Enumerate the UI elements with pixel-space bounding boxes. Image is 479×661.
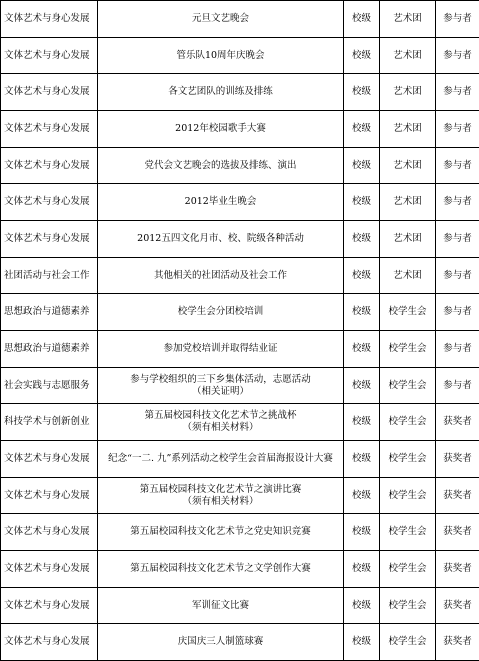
- activity-line: 参加党校培训并取得结业证: [99, 343, 342, 355]
- level-cell: 校级: [344, 331, 380, 368]
- table-row: [1, 368, 479, 404]
- activity-line: 第五届校园科技文化艺术节之党史知识竞赛: [99, 526, 342, 538]
- category-cell: 思想政治与道德素养: [1, 294, 98, 331]
- role-cell: 参与者: [436, 368, 479, 404]
- table-row: [1, 184, 479, 221]
- activity-line: 元旦文艺晚会: [99, 13, 342, 25]
- table-row: [1, 478, 479, 514]
- level-cell: 校级: [344, 184, 380, 221]
- activity-line: 第五届校园科技文化艺术节之挑战杯: [99, 410, 342, 422]
- organizer-cell: 艺术团: [380, 148, 436, 184]
- organizer-cell: 校学生会: [380, 294, 436, 331]
- level-cell: 校级: [344, 514, 380, 551]
- table-row: [1, 331, 479, 368]
- activity-line: （须有相关材料）: [99, 496, 342, 508]
- level-cell: 校级: [344, 624, 380, 661]
- table-row: [1, 404, 479, 441]
- activity-line: 2012毕业生晚会: [99, 196, 342, 208]
- organizer-cell: 校学生会: [380, 331, 436, 368]
- organizer-cell: 艺术团: [380, 258, 436, 294]
- level-cell: 校级: [344, 294, 380, 331]
- activity-line: 管乐队10周年庆晚会: [99, 50, 342, 62]
- activity-line: 其他相关的社团活动及社会工作: [99, 270, 342, 282]
- category-cell: 文体艺术与身心发展: [1, 478, 98, 514]
- activity-cell: [98, 441, 344, 478]
- activity-cell: [98, 294, 344, 331]
- organizer-cell: 校学生会: [380, 514, 436, 551]
- role-cell: 参与者: [436, 38, 479, 74]
- level-cell: 校级: [344, 148, 380, 184]
- role-cell: 参与者: [436, 74, 479, 111]
- activity-line: 党代会文艺晚会的选拔及排练、演出: [99, 160, 342, 172]
- organizer-cell: 校学生会: [380, 588, 436, 624]
- level-cell: 校级: [344, 404, 380, 441]
- category-cell: 思想政治与道德素养: [1, 331, 98, 368]
- role-cell: 获奖者: [436, 404, 479, 441]
- activity-cell: [98, 221, 344, 258]
- activity-line: 2012年校园歌手大赛: [99, 123, 342, 135]
- activity-cell: [98, 38, 344, 74]
- activity-line: 纪念“一二. 九”系列活动之校学生会首届海报设计大赛: [99, 453, 342, 465]
- role-cell: 获奖者: [436, 514, 479, 551]
- activity-cell: [98, 588, 344, 624]
- activity-line: 参与学校组织的三下乡集体活动，志愿活动: [99, 374, 342, 386]
- activity-cell: [98, 514, 344, 551]
- table-row: [1, 258, 479, 294]
- role-cell: 参与者: [436, 184, 479, 221]
- activity-cell: [98, 404, 344, 441]
- activity-line: （相关证明）: [99, 386, 342, 398]
- organizer-cell: 校学生会: [380, 368, 436, 404]
- category-cell: 文体艺术与身心发展: [1, 624, 98, 661]
- organizer-cell: 艺术团: [380, 74, 436, 111]
- category-cell: 文体艺术与身心发展: [1, 111, 98, 148]
- activity-cell: [98, 478, 344, 514]
- category-cell: 文体艺术与身心发展: [1, 148, 98, 184]
- level-cell: 校级: [344, 111, 380, 148]
- organizer-cell: 校学生会: [380, 478, 436, 514]
- table-row: [1, 38, 479, 74]
- level-cell: 校级: [344, 1, 380, 38]
- role-cell: 获奖者: [436, 551, 479, 588]
- activity-line: 庆国庆三人制篮球赛: [99, 636, 342, 648]
- organizer-cell: 艺术团: [380, 221, 436, 258]
- activity-cell: [98, 368, 344, 404]
- activity-line: 第五届校园科技文化艺术节之文学创作大赛: [99, 563, 342, 575]
- category-cell: 社团活动与社会工作: [1, 258, 98, 294]
- organizer-cell: 艺术团: [380, 184, 436, 221]
- category-cell: 文体艺术与身心发展: [1, 1, 98, 38]
- activity-cell: [98, 184, 344, 221]
- role-cell: 获奖者: [436, 441, 479, 478]
- category-cell: 文体艺术与身心发展: [1, 514, 98, 551]
- category-cell: 社会实践与志愿服务: [1, 368, 98, 404]
- organizer-cell: 校学生会: [380, 551, 436, 588]
- organizer-cell: 校学生会: [380, 624, 436, 661]
- table-row: [1, 74, 479, 111]
- category-cell: 文体艺术与身心发展: [1, 221, 98, 258]
- table-row: [1, 441, 479, 478]
- role-cell: 参与者: [436, 148, 479, 184]
- category-cell: 文体艺术与身心发展: [1, 441, 98, 478]
- level-cell: 校级: [344, 551, 380, 588]
- role-cell: 获奖者: [436, 588, 479, 624]
- category-cell: 文体艺术与身心发展: [1, 184, 98, 221]
- table-row: [1, 1, 479, 38]
- role-cell: 参与者: [436, 221, 479, 258]
- organizer-cell: 艺术团: [380, 111, 436, 148]
- level-cell: 校级: [344, 368, 380, 404]
- role-cell: 获奖者: [436, 624, 479, 661]
- table-row: [1, 221, 479, 258]
- organizer-cell: 艺术团: [380, 1, 436, 38]
- organizer-cell: 校学生会: [380, 441, 436, 478]
- level-cell: 校级: [344, 221, 380, 258]
- level-cell: 校级: [344, 441, 380, 478]
- level-cell: 校级: [344, 478, 380, 514]
- activity-line: 校学生会分团校培训: [99, 306, 342, 318]
- table-row: [1, 294, 479, 331]
- activity-cell: [98, 148, 344, 184]
- level-cell: 校级: [344, 588, 380, 624]
- level-cell: 校级: [344, 38, 380, 74]
- activity-line: 各文艺团队的训练及排练: [99, 86, 342, 98]
- activity-cell: [98, 331, 344, 368]
- level-cell: 校级: [344, 258, 380, 294]
- level-cell: 校级: [344, 74, 380, 111]
- role-cell: 参与者: [436, 111, 479, 148]
- category-cell: 文体艺术与身心发展: [1, 588, 98, 624]
- role-cell: 参与者: [436, 294, 479, 331]
- organizer-cell: 艺术团: [380, 38, 436, 74]
- activity-line: 军训征文比赛: [99, 600, 342, 612]
- role-cell: 参与者: [436, 1, 479, 38]
- role-cell: 获奖者: [436, 478, 479, 514]
- activity-cell: [98, 551, 344, 588]
- activity-cell: [98, 74, 344, 111]
- table-row: [1, 514, 479, 551]
- category-cell: 文体艺术与身心发展: [1, 74, 98, 111]
- role-cell: 参与者: [436, 331, 479, 368]
- activity-cell: [98, 1, 344, 38]
- activity-line: 2012五四文化月市、校、院级各种活动: [99, 233, 342, 245]
- activity-line: 第五届校园科技文化艺术节之演讲比赛: [99, 484, 342, 496]
- activity-cell: [98, 111, 344, 148]
- organizer-cell: 校学生会: [380, 404, 436, 441]
- category-cell: 科技学术与创新创业: [1, 404, 98, 441]
- table-row: [1, 551, 479, 588]
- table-row: [1, 148, 479, 184]
- activity-line: （须有相关材料）: [99, 422, 342, 434]
- table-row: [1, 588, 479, 624]
- category-cell: 文体艺术与身心发展: [1, 38, 98, 74]
- role-cell: 参与者: [436, 258, 479, 294]
- table-row: [1, 111, 479, 148]
- activity-cell: [98, 258, 344, 294]
- category-cell: 文体艺术与身心发展: [1, 551, 98, 588]
